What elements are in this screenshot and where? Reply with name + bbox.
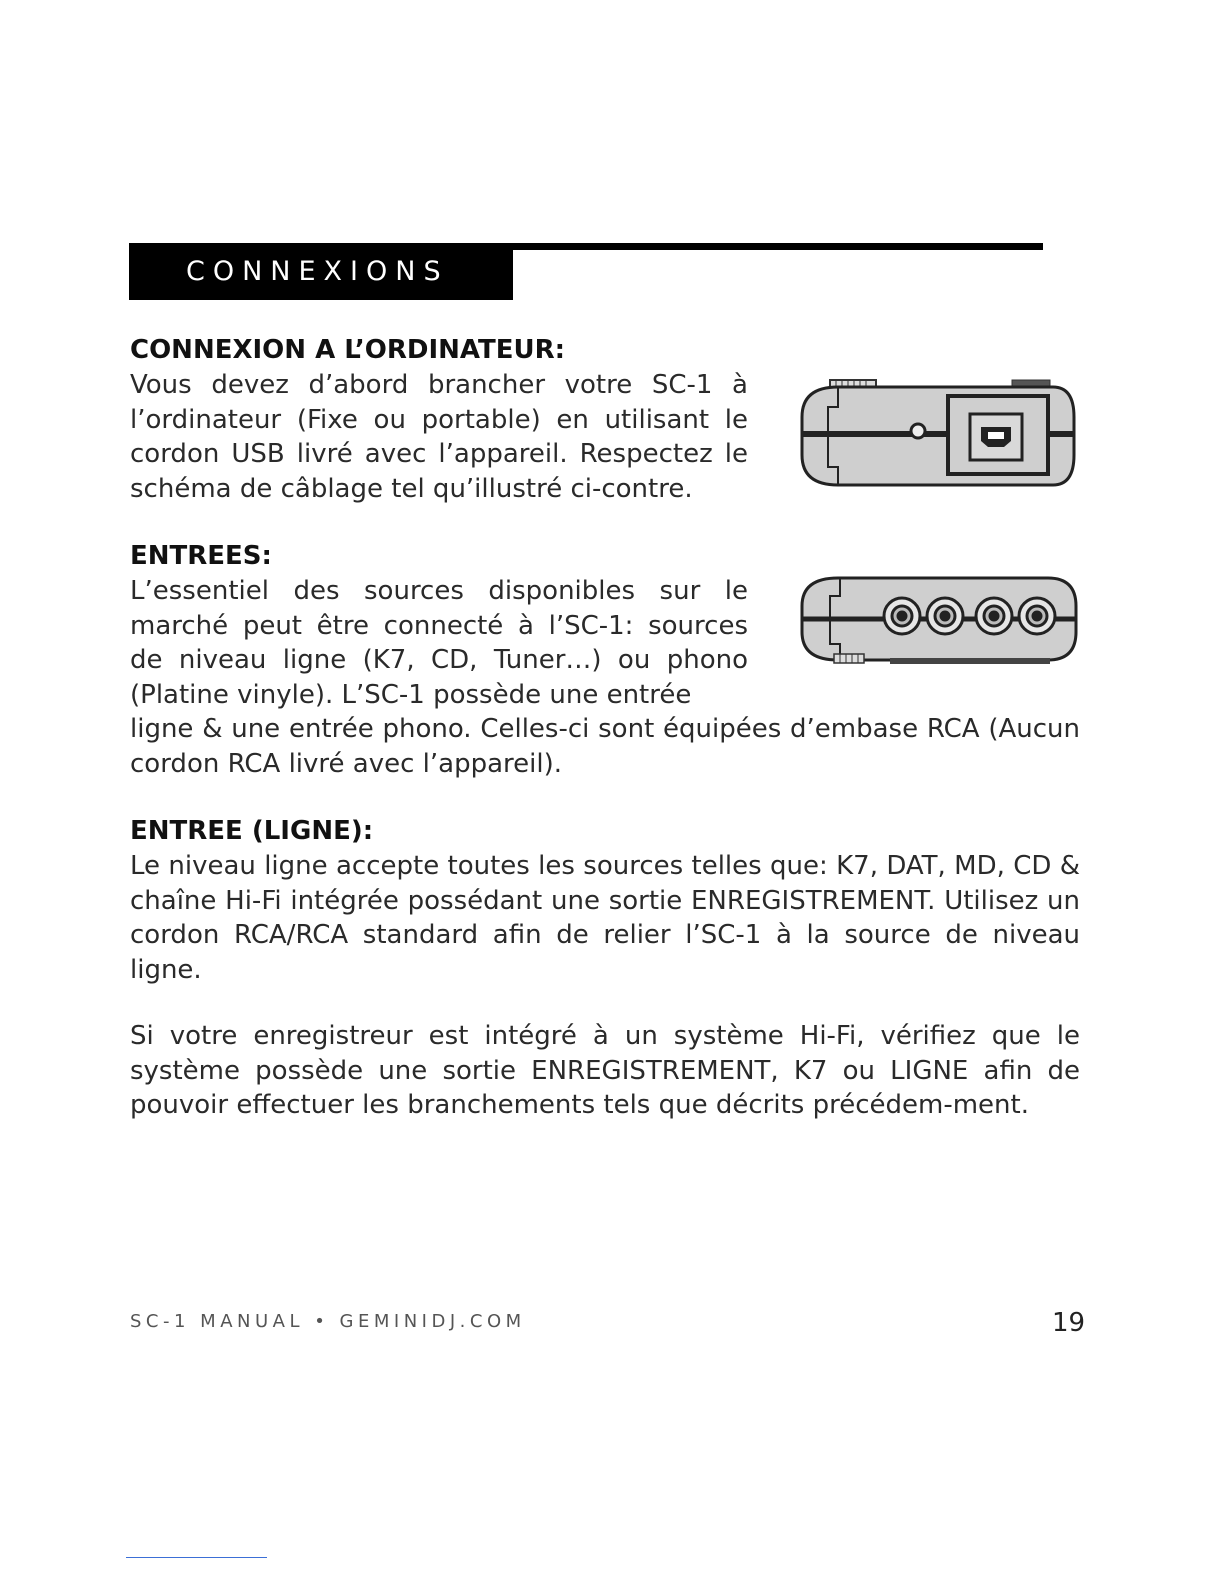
page-number: 19: [1052, 1308, 1086, 1338]
section-title-line-input: ENTREE (LIGNE):: [130, 816, 374, 846]
paragraph-inputs-part1: L’essentiel des sources disponibles sur le marché peut être connecté à l’SC-1: sources de niveau ligne (K7, CD, Tuner…) ou phono (Platine vinyle). L’SC-1 possède une entrée: [130, 576, 748, 710]
section-title-inputs: ENTREES:: [130, 541, 272, 571]
section-computer: [130, 332, 748, 506]
section-line-input: [130, 813, 1080, 987]
paragraph-inputs-part2: ligne & une entrée phono. Celles-ci sont équipées d’embase RCA (Aucun cordon RCA livré avec l’appareil).: [130, 714, 1080, 779]
rca-jacks-illustration: [798, 574, 1080, 666]
paragraph-hifi: Si votre enregistreur est intégré à un système Hi-Fi, vérifiez que le système possède une sortie ENREGISTREMENT, K7 ou LIGNE afin de pouvoir effectuer les branchements tels que décrits précédem-ment.: [130, 1021, 1080, 1121]
paragraph-line-input: Le niveau ligne accepte toutes les sources telles que: K7, DAT, MD, CD & chaîne Hi-Fi intégrée possédant une sortie ENREGISTREMENT. Utilisez un cordon RCA/RCA standard afin de relier l’SC-1 à la source de niveau ligne.: [130, 851, 1080, 985]
paragraph-computer: Vous devez d’abord brancher votre SC-1 à l’ordinateur (Fixe ou portable) en utilisant le cordon USB livré avec l’appareil. Respectez le schéma de câblage tel qu’illustré ci-contre.: [130, 370, 748, 504]
section-title-computer: CONNEXION A L’ORDINATEUR:: [130, 335, 566, 365]
section-header: CONNEXIONS: [129, 243, 513, 300]
footer-manual-label: SC-1 MANUAL • GEMINIDJ.COM: [130, 1311, 526, 1332]
bottom-rule: [126, 1557, 267, 1558]
usb-port-illustration: [798, 377, 1080, 489]
section-hifi: [130, 1019, 1080, 1123]
